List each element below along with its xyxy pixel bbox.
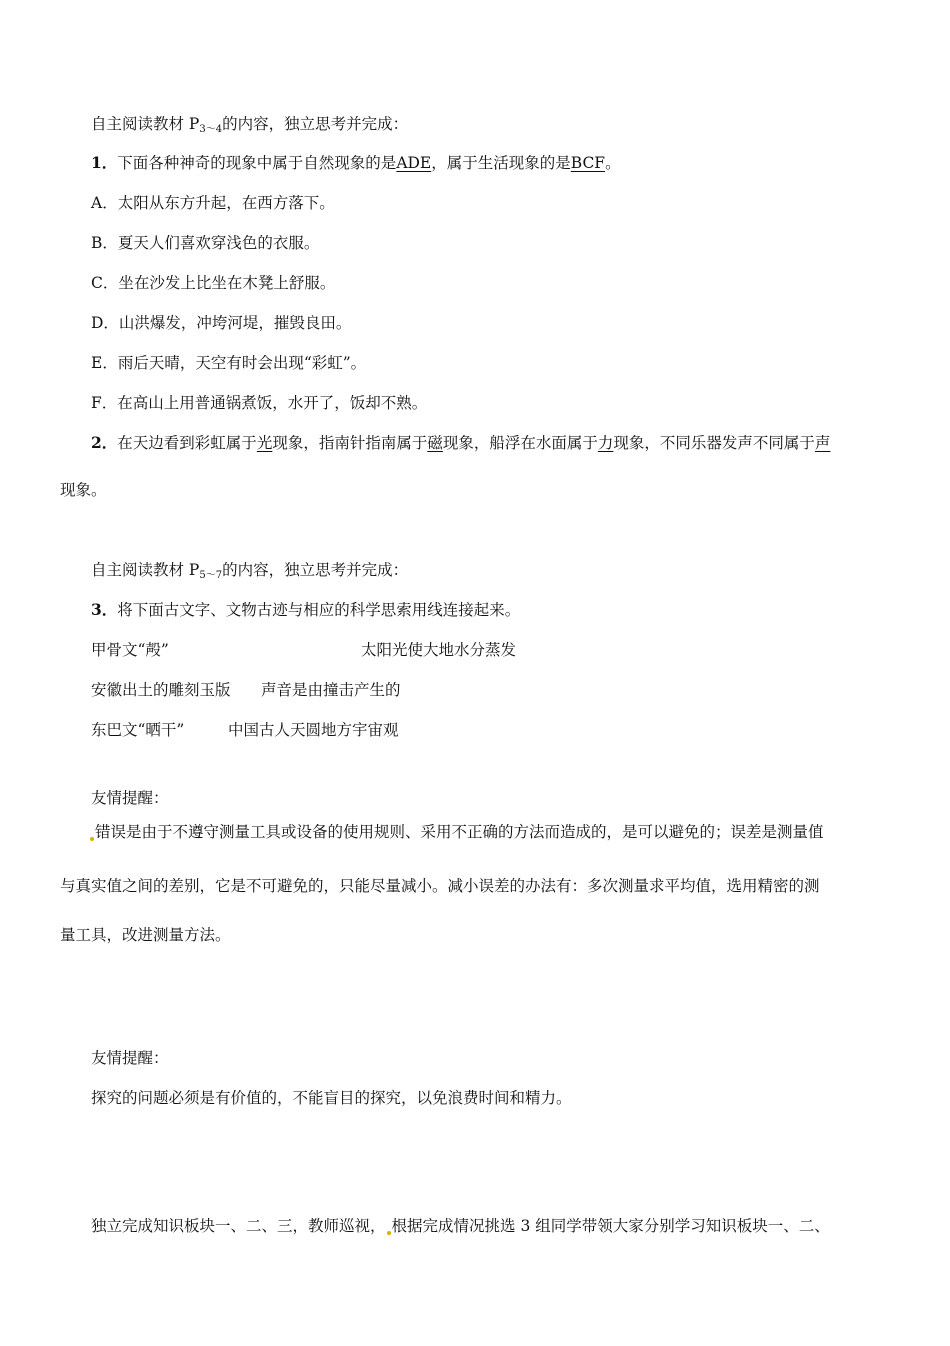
option-e: E．雨后天晴，天空有时会出现“彩虹”。 xyxy=(91,354,367,372)
question-text: 下面各种神奇的现象中属于自然现象的是 xyxy=(117,154,397,172)
footer-text: 根据完成情况挑选 3 组同学带领大家分别学习知识板块一、二、 xyxy=(391,1217,830,1235)
match-right-item: 太阳光使大地水分蒸发 xyxy=(361,641,517,659)
question-3 xyxy=(91,600,520,620)
answer-natural: ADE xyxy=(396,154,432,172)
answer-life: BCF xyxy=(570,154,606,172)
tip-title: 友情提醒： xyxy=(91,1049,169,1067)
question-text: ，属于生活现象的是 xyxy=(431,154,571,172)
edit-marker-icon xyxy=(90,837,94,841)
match-left-item: 安徽出土的雕刻玉版 xyxy=(91,681,231,699)
option-b: B．夏天人们喜欢穿浅色的衣服。 xyxy=(91,234,320,252)
match-left-item: 东巴文“晒干” xyxy=(91,721,185,739)
footer-paragraph xyxy=(91,1216,830,1236)
intro-text: 自主阅读教材 P xyxy=(91,561,200,579)
question-text: 。 xyxy=(605,154,621,172)
question-number: 1． xyxy=(91,153,118,172)
section2-intro xyxy=(91,560,408,586)
option-d: D．山洪爆发，冲垮河堤，摧毁良田。 xyxy=(91,314,352,332)
footer-text: 独立完成知识板块一、二、三，教师巡视， xyxy=(91,1217,386,1235)
answer-blank: 力 xyxy=(597,434,614,452)
option-f: F．在高山上用普通锅煮饭，水开了，饭却不熟。 xyxy=(91,394,428,412)
intro-text: 自主阅读教材 P xyxy=(91,115,200,133)
intro-text: 的内容，独立思考并完成： xyxy=(222,561,409,579)
question-text: 现象，指南针指南属于 xyxy=(272,434,428,452)
edit-marker-icon xyxy=(387,1231,391,1235)
answer-blank: 声 xyxy=(814,434,831,452)
tip-line: 量工具，改进测量方法。 xyxy=(60,926,231,944)
question-2 xyxy=(91,433,830,453)
tip-text: 错误是由于不遵守测量工具或设备的使用规则、采用不正确的方法而造成的，是可以避免的；误差是测量值 xyxy=(95,823,824,841)
page-range: 3～4 xyxy=(199,124,223,135)
option-a: A．太阳从东方升起，在西方落下。 xyxy=(91,194,335,212)
intro-text: 的内容，独立思考并完成： xyxy=(222,115,409,133)
match-right-item: 中国古人天圆地方宇宙观 xyxy=(228,721,399,739)
page-range: 5～7 xyxy=(199,570,223,581)
tip-line: 与真实值之间的差别，它是不可避免的，只能尽量减小。减小误差的办法有：多次测量求平均值，选用精密的测 xyxy=(60,877,820,895)
question-number: 2． xyxy=(91,433,118,452)
question-text: 在天边看到彩虹属于 xyxy=(117,434,257,452)
tip-title: 友情提醒： xyxy=(91,789,169,807)
tip-body: 探究的问题必须是有价值的，不能盲目的探究，以免浪费时间和精力。 xyxy=(91,1089,572,1107)
option-c: C．坐在沙发上比坐在木凳上舒服。 xyxy=(91,274,336,292)
question-text: 将下面古文字、文物古迹与相应的科学思索用线连接起来。 xyxy=(117,601,521,619)
match-right-item: 声音是由撞击产生的 xyxy=(261,681,401,699)
section1-intro xyxy=(91,114,408,140)
match-left-item: 甲骨文“殸” xyxy=(91,641,169,659)
question-text: 现象，船浮在水面属于 xyxy=(442,434,598,452)
question-number: 3． xyxy=(91,600,118,619)
tip-line xyxy=(89,822,824,842)
question-2-continued: 现象。 xyxy=(60,481,107,499)
answer-blank: 光 xyxy=(256,434,273,452)
question-1 xyxy=(91,153,621,173)
answer-blank: 磁 xyxy=(427,434,443,452)
question-text: 现象，不同乐器发声不同属于 xyxy=(613,434,815,452)
